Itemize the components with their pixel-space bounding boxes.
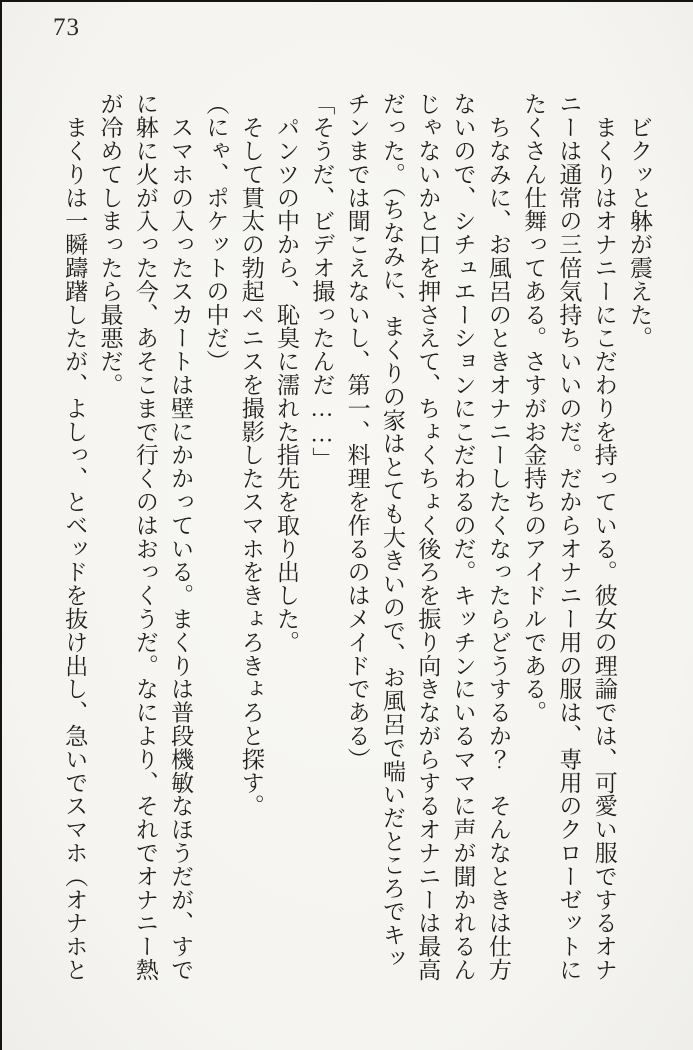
text-line: ニーは通常の三倍気持ちいいのだ。だからオナニー用の服は、専用のクローゼットに <box>556 92 582 982</box>
text-line: （にゃ、ポケットの中だ） <box>203 92 229 373</box>
text-line: そして貫太の勃起ペニスを撮影したスマホをきょろきょろと探す。 <box>238 92 264 818</box>
text-line: たくさん仕舞ってある。さすがお金持ちのアイドルである。 <box>521 92 547 724</box>
text-line: パンツの中から、恥臭に濡れた指先を取り出した。 <box>274 92 300 654</box>
body-text <box>57 92 657 1022</box>
scan-edge-left <box>0 0 2 1050</box>
text-line: に躰に火が入った今、あそこまで行くのはおっくうだ。なにより、それでオナニー熱 <box>132 92 158 982</box>
scan-edge-top <box>0 0 693 2</box>
text-line: ビクッと躰が震えた。 <box>627 92 652 350</box>
text-line: 「そうだ、ビデオ撮ったんだ……」 <box>309 92 335 471</box>
text-line: まくりはオナニーにこだわりを持っている。彼女の理論では、可愛い服でするオナ <box>591 92 617 982</box>
text-line: が冷めてしまったら最悪だ。 <box>97 92 123 397</box>
text-line: まくりは一瞬躊躇したが、よしっ、とベッドを抜け出し、急いでスマホ（オナホと <box>62 92 88 982</box>
text-line: ちなみに、お風呂のときオナニーしたくなったらどうするか？ そんなときは仕方 <box>485 92 511 982</box>
text-line: じゃないかと口を押さえて、ちょくちょく後ろを振り向きながらするオナニーは最高 <box>415 92 441 982</box>
text-line: チンまでは聞こえないし、第一、料理を作るのはメイドである） <box>344 92 370 771</box>
text-line: だった。（ちなみに、まくりの家はとても大きいので、お風呂で喘いだところでキッ <box>379 92 405 970</box>
page-number: 73 <box>53 14 80 41</box>
text-line: ないので、シチュエーションにこだわるのだ。キッチンにいるママに声が聞かれるん <box>450 92 476 982</box>
text-line: スマホの入ったスカートは壁にかかっている。まくりは普段機敏なほうだが、すで <box>168 92 194 982</box>
